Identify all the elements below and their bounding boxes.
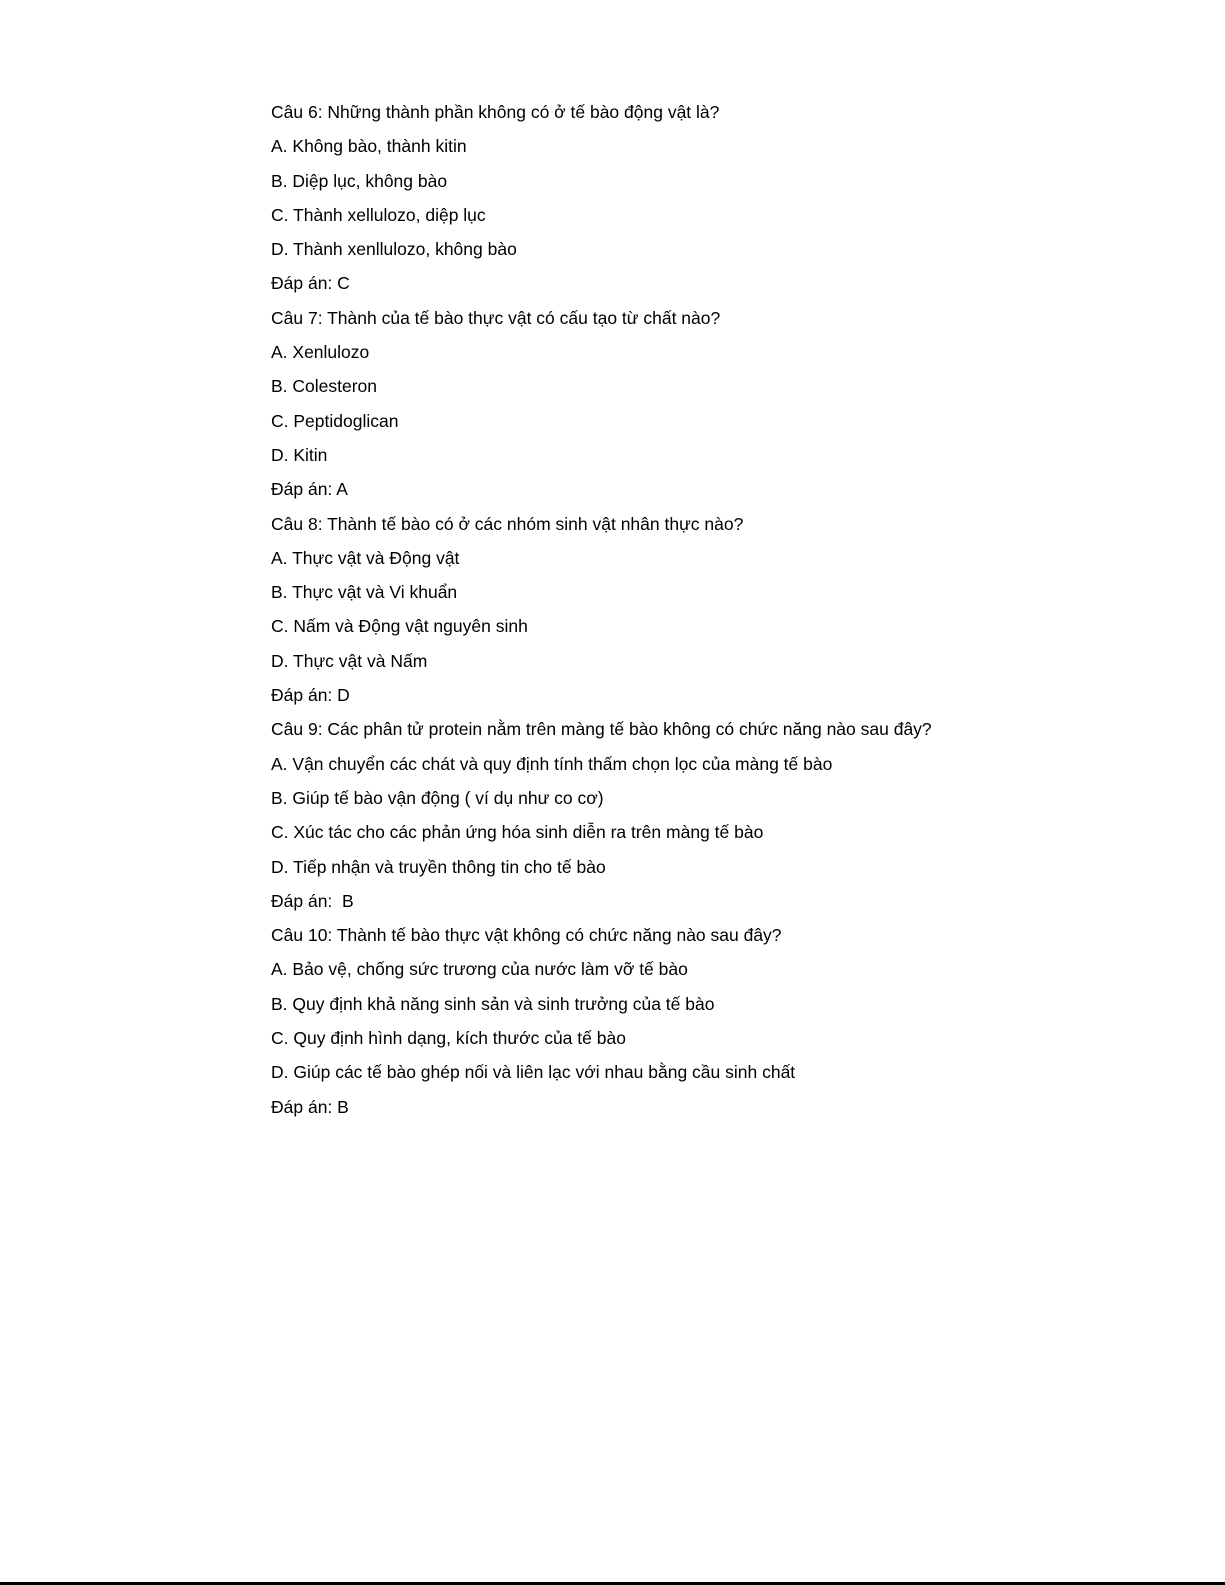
question-6-answer: Đáp án: C [271,273,350,294]
question-6-option-b: B. Diệp lục, không bào [271,170,448,191]
question-10-option-b: B. Quy định khả năng sinh sản và sinh trưởng của tế bào [271,993,715,1014]
question-6-option-c: C. Thành xellulozo, diệp lục [271,204,486,225]
question-10-answer: Đáp án: B [271,1096,349,1117]
question-8-text: Câu 8: Thành tế bào có ở các nhóm sinh vật nhân thực nào? [271,513,744,534]
question-10-option-d: D. Giúp các tế bào ghép nối và liên lạc với nhau bằng cầu sinh chất [271,1062,796,1083]
question-7-option-c: C. Peptidoglican [271,410,399,431]
question-8-answer: Đáp án: D [271,685,350,706]
question-8-option-c: C. Nấm và Động vật nguyên sinh [271,616,528,637]
question-7-text: Câu 7: Thành của tế bào thực vật có cấu tạo từ chất nào? [271,307,721,328]
question-7-option-d: D. Kitin [271,444,328,465]
question-9-option-b: B. Giúp tế bào vận động ( ví dụ như co cơ) [271,787,604,808]
question-9-option-c: C. Xúc tác cho các phản ứng hóa sinh diễn ra trên màng tế bào [271,822,764,843]
question-8-option-a: A. Thực vật và Động vật [271,547,460,568]
question-9-text: Câu 9: Các phân tử protein nằm trên màng tế bào không có chức năng nào sau đây? [271,719,932,740]
question-9-answer: Đáp án: B [271,890,354,911]
document-body [271,102,991,1131]
question-6-option-d: D. Thành xenllulozo, không bào [271,239,517,260]
question-9-option-a: A. Vận chuyển các chát và quy định tính thấm chọn lọc của màng tế bào [271,753,833,774]
question-6-text: Câu 6: Những thành phần không có ở tế bào động vật là? [271,102,720,122]
question-6-option-a: A. Không bào, thành kitin [271,136,467,157]
question-10-text: Câu 10: Thành tế bào thực vật không có chức năng nào sau đây? [271,925,782,946]
question-8-option-d: D. Thực vật và Nấm [271,650,428,671]
question-10-option-a: A. Bảo vệ, chống sức trương của nước làm vỡ tế bào [271,959,688,980]
question-7-option-a: A. Xenlulozo [271,342,370,363]
question-8-option-b: B. Thực vật và Vi khuẩn [271,582,458,603]
question-10-option-c: C. Quy định hình dạng, kích thước của tế bào [271,1028,626,1049]
question-9-option-d: D. Tiếp nhận và truyền thông tin cho tế bào [271,856,606,877]
question-7-option-b: B. Colesteron [271,376,378,397]
question-7-answer: Đáp án: A [271,479,348,500]
